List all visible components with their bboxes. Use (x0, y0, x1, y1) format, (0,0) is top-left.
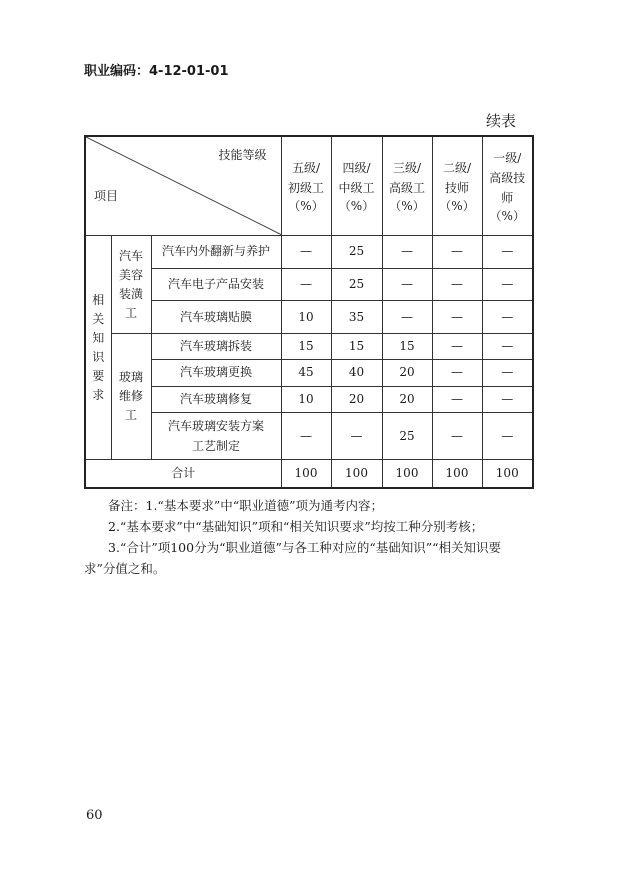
level-unit: （%） (338, 198, 375, 213)
value-cell: 20 (382, 360, 432, 386)
value-cell: — (432, 413, 482, 460)
total-value-cell: 100 (331, 459, 382, 488)
total-row (85, 459, 533, 488)
table-row (85, 333, 533, 359)
table-header-row (85, 136, 533, 236)
level-name: 三级/高级工 (389, 160, 426, 195)
level-unit: （%） (489, 208, 525, 223)
notes (84, 495, 532, 579)
note-3: 3.“合计”项100分为“职业道德”与各工种对应的“基础知识”“相关知识要求”分值之和。 (84, 540, 502, 576)
value-cell: — (432, 301, 482, 334)
level-unit: （%） (288, 198, 324, 213)
value-cell: — (482, 236, 533, 269)
value-cell: 25 (382, 413, 432, 460)
table-row (85, 413, 533, 460)
skill-weight-table (84, 135, 534, 489)
value-cell: — (482, 268, 533, 301)
value-cell: 15 (331, 333, 382, 359)
skill-level-header: 技能等级 (218, 148, 267, 162)
item-cell: 汽车电子产品安装 (151, 268, 281, 301)
value-cell: 35 (331, 301, 382, 334)
value-cell: — (281, 413, 331, 460)
total-value-cell: 100 (281, 459, 331, 488)
value-cell: 10 (281, 301, 331, 334)
value-cell: — (482, 413, 533, 460)
item-label: 汽车玻璃安装方案工艺制定 (168, 419, 265, 454)
item-cell: 汽车内外翻新与养护 (151, 236, 281, 269)
item-header: 项目 (94, 189, 119, 204)
value-cell: — (382, 236, 432, 269)
value-cell: — (331, 413, 382, 460)
level-header (432, 136, 482, 236)
value-cell: 15 (382, 333, 432, 359)
item-cell: 汽车玻璃更换 (151, 360, 281, 386)
continuation-label: 续表 (486, 112, 517, 130)
value-cell: — (281, 268, 331, 301)
total-value-cell: 100 (432, 459, 482, 488)
item-cell: 汽车玻璃拆装 (151, 333, 281, 359)
value-cell: — (432, 360, 482, 386)
value-cell: 20 (331, 386, 382, 412)
item-cell (151, 413, 281, 460)
value-cell: 45 (281, 360, 331, 386)
group-label: 汽车美容装潢工 (119, 248, 144, 320)
table-row (85, 301, 533, 334)
value-cell: 10 (281, 386, 331, 412)
group-cell (111, 333, 151, 459)
diagonal-corner-cell (85, 136, 281, 236)
table-row (85, 386, 533, 412)
level-header (382, 136, 432, 236)
level-header (482, 136, 533, 236)
value-cell: 25 (331, 236, 382, 269)
note-1: 备注：1.“基本要求”中“职业道德”项为通考内容； (108, 498, 383, 513)
value-cell: — (482, 360, 533, 386)
group-cell (111, 236, 151, 334)
value-cell: 40 (331, 360, 382, 386)
level-header (281, 136, 331, 236)
page-number: 60 (86, 808, 103, 823)
table-row (85, 236, 533, 269)
level-unit: （%） (389, 198, 425, 213)
table-row (85, 360, 533, 386)
value-cell: — (281, 236, 331, 269)
level-name: 四级/中级工 (338, 160, 375, 195)
value-cell: — (382, 301, 432, 334)
value-cell: 25 (331, 268, 382, 301)
value-cell: — (432, 333, 482, 359)
item-cell: 汽车玻璃贴膜 (151, 301, 281, 334)
value-cell: — (482, 301, 533, 334)
value-cell: 20 (382, 386, 432, 412)
group-label: 玻璃维修工 (119, 369, 144, 422)
value-cell: — (382, 268, 432, 301)
value-cell: — (432, 386, 482, 412)
value-cell: — (432, 268, 482, 301)
level-name: 二级/技师 (442, 160, 472, 195)
category-label: 相关知识要求 (92, 292, 105, 402)
value-cell: 15 (281, 333, 331, 359)
category-cell (85, 236, 111, 460)
value-cell: — (482, 386, 533, 412)
value-cell: — (432, 236, 482, 269)
total-value-cell: 100 (382, 459, 432, 488)
level-name: 一级/高级技师 (489, 150, 526, 205)
total-value-cell: 100 (482, 459, 533, 488)
value-cell: — (482, 333, 533, 359)
table-row (85, 268, 533, 301)
level-header (331, 136, 382, 236)
level-name: 五级/初级工 (288, 160, 325, 195)
item-cell: 汽车玻璃修复 (151, 386, 281, 412)
level-unit: （%） (439, 198, 475, 213)
occupation-code: 职业编码：4-12-01-01 (84, 64, 229, 79)
note-2: 2.“基本要求”中“基础知识”项和“相关知识要求”均按工种分别考核； (108, 519, 484, 534)
total-label-cell: 合计 (85, 459, 281, 488)
